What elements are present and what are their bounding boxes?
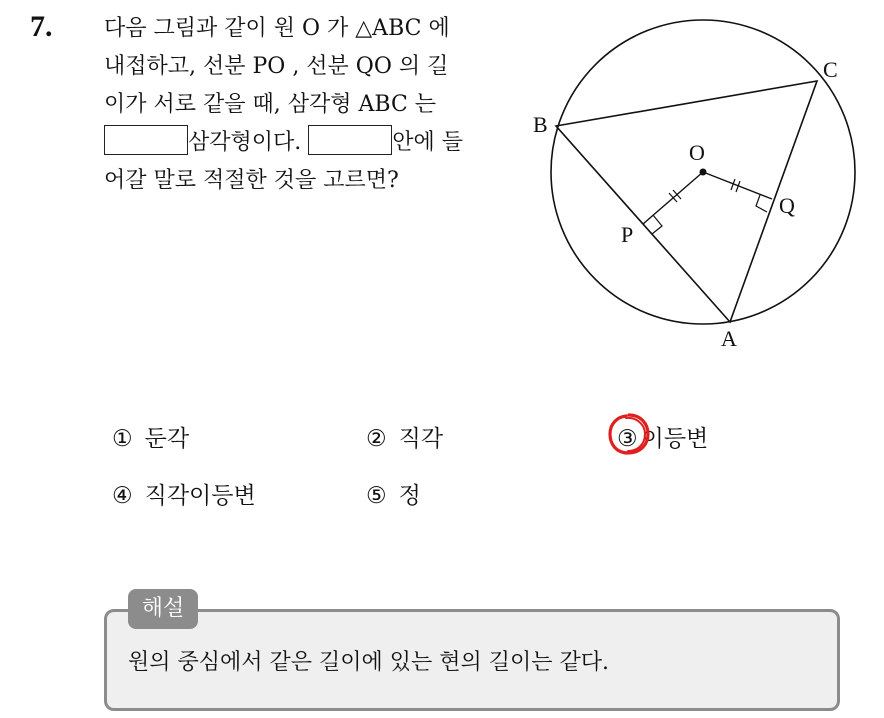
question-line-2: 내접하고, 선분 PO , 선분 QO 의 길 (104, 54, 449, 79)
choice-1-number: ① (112, 426, 133, 452)
choice-2-label: 직각 (398, 426, 444, 452)
question-line-4 (104, 124, 514, 162)
explanation-tag: 해설 (128, 589, 198, 629)
choice-2-number: ② (366, 426, 387, 452)
choice-4[interactable] (112, 477, 256, 510)
label-a: A (721, 326, 737, 351)
question-line-4-text: 삼각형이다. (188, 130, 302, 155)
choice-5-number: ⑤ (366, 483, 387, 509)
label-q: Q (779, 193, 795, 218)
answer-blank-box-2 (308, 125, 392, 155)
label-b: B (533, 112, 548, 137)
question-text (104, 10, 514, 200)
explanation-text: 원의 중심에서 같은 길이에 있는 현의 길이는 같다. (128, 650, 609, 675)
choice-2[interactable] (366, 420, 443, 453)
label-p: P (621, 222, 634, 247)
choice-5[interactable] (366, 477, 421, 510)
center-point-o (700, 169, 707, 176)
answer-blank-box (104, 125, 188, 155)
choice-1[interactable] (112, 420, 189, 453)
label-c: C (823, 57, 838, 82)
choice-4-label: 직각이등변 (144, 483, 256, 509)
choice-3-label: 이등변 (641, 426, 709, 452)
right-angle-mark-q (756, 195, 767, 212)
right-angle-mark-p (652, 215, 662, 234)
segment-qo (703, 172, 772, 199)
question-line-1: 다음 그림과 같이 원 O 가 △ABC 에 (104, 16, 450, 41)
label-o: O (689, 140, 705, 165)
question-line-4-tail: 안에 들 (392, 130, 464, 155)
question-line-3: 이가 서로 같을 때, 삼각형 ABC 는 (104, 92, 437, 117)
circle-triangle-figure (525, 5, 875, 355)
choice-3-number: ③ (617, 426, 638, 452)
choice-1-label: 둔각 (144, 426, 190, 452)
answer-mark-circle-icon (606, 411, 652, 457)
triangle-abc (556, 81, 817, 322)
question-number: 7. (30, 10, 53, 43)
question-line-5: 어갈 말로 적절한 것을 고르면? (104, 168, 399, 193)
choice-5-label: 정 (398, 483, 421, 509)
choice-4-number: ④ (112, 483, 133, 509)
